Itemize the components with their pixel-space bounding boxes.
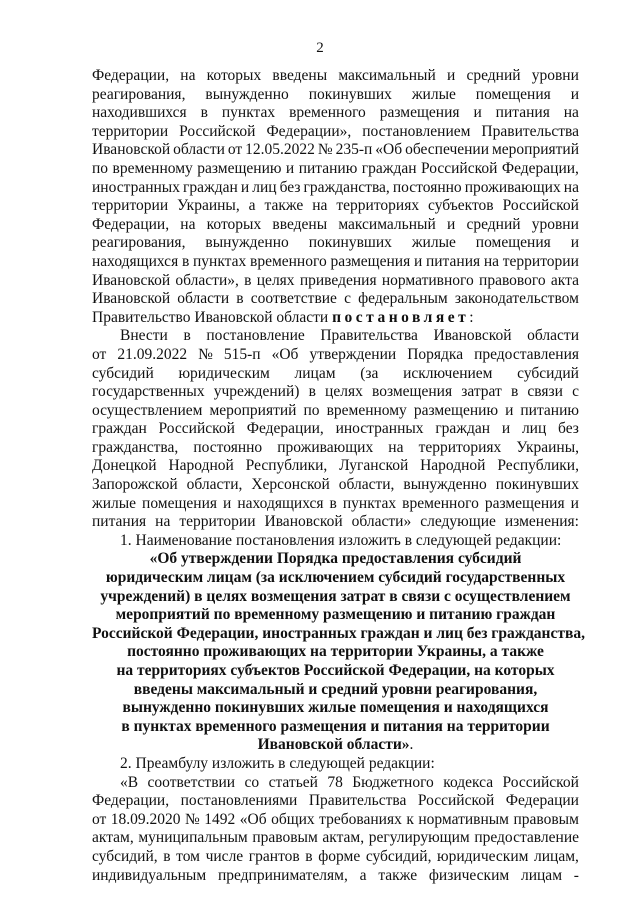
text-line: территории Российской Федерации», постановлением Правительства [92, 122, 579, 140]
bold-title-line: вынужденно покинувших жилые помещения и находящихся [122, 699, 549, 717]
text-line: субсидий юридическим лицам (за исключением субсидий [92, 364, 579, 382]
text-line: Ивановской области от 12.05.2022 № 235-п «Об обеспечении мероприятий [92, 141, 579, 159]
text-line: по временному размещению и питанию граждан Российской Федерации, [92, 159, 579, 177]
text-line: иностранных граждан и лиц без гражданства, постоянно проживающих на [92, 178, 579, 196]
bold-title-line: постоянно проживающих на территории Украины, а также [127, 643, 544, 661]
text-line: субсидий, в том числе грантов в форме субсидий, юридическим лицам, [92, 847, 579, 865]
text-line: реагирования, вынужденно покинувших жилые помещения и [92, 85, 579, 103]
text-line: питания на территории Ивановской области» следующие изменения: [92, 513, 579, 531]
bold-title-line: учреждений) в целях возмещения затрат в связи с осуществлением [100, 587, 571, 605]
text-line: территории Украины, а также на территориях субъектов Российской [92, 197, 579, 215]
text-line: реагирования, вынужденно покинувших жилые помещения и [92, 234, 579, 252]
text-line: осуществлением мероприятий по временному размещению и питанию [92, 401, 579, 419]
decree-keyword: постановляет [332, 308, 470, 326]
text-line: находившихся в пунктах временного размещения и питания на [92, 104, 579, 122]
text-line: Внести в постановление Правительства Ивановской области [120, 327, 579, 345]
text-line: Федерации, постановлениями Правительства Российской Федерации [92, 792, 579, 810]
text-line: государственных учреждений) в целях возмещения затрат в связи с [92, 383, 579, 401]
bold-title-line: Российской Федерации, иностранных граждан и лиц без гражданства, [92, 624, 585, 642]
text-line: «В соответствии со статьей 78 Бюджетного кодекса Российской [120, 773, 579, 791]
bold-title-line: на территориях субъектов Российской Федерации, на которых [116, 662, 555, 679]
bold-title-line: в пунктах временного размещения и питания на территории [121, 717, 550, 735]
text-line: граждан Российской Федерации, иностранных граждан и лиц без [92, 420, 579, 438]
bold-title-line: введены максимальный и средний уровни реагирования, [133, 680, 538, 698]
bold-title-line: Ивановской области». [257, 736, 414, 754]
text-line: Ивановской области в соответствие с федеральным законодательством [92, 290, 579, 308]
text-line: от 21.09.2022 № 515-п «Об утверждении Порядка предоставления [92, 345, 579, 363]
text-line: Донецкой Народной Республики, Луганской Народной Республики, [92, 457, 579, 475]
text-line: Федерации, на которых введены максимальный и средний уровни [92, 67, 579, 84]
text-line: 1. Наименование постановления изложить в следующей редакции: [120, 531, 562, 549]
bold-title-line: юридическим лицам (за исключением субсидий государственных [105, 569, 566, 587]
text-line: от 18.09.2020 № 1492 «Об общих требованиях к нормативным правовым [92, 810, 579, 828]
text-line: индивидуальным предпринимателям, а также физическим лицам - [92, 866, 579, 884]
text-line: гражданства, постоянно проживающих на территориях Украины, [92, 438, 579, 456]
text-line: Правительство Ивановской области постановляет: [92, 308, 474, 326]
text-line: находящихся в пунктах временного размещения и питания на территории [92, 252, 579, 270]
text-line: 2. Преамбулу изложить в следующей редакции: [120, 754, 435, 772]
bold-title-line: мероприятий по временному размещению и питанию граждан [115, 606, 556, 624]
text-line: Федерации, на которых введены максимальный и средний уровни [92, 215, 579, 233]
text-line: жилые помещения и находящихся в пунктах временного размещения и [92, 494, 579, 512]
bold-title-line: «Об утверждении Порядка предоставления субсидий [149, 550, 522, 568]
text-line: Запорожской области, Херсонской области, вынужденно покинувших [92, 476, 579, 494]
page-number: 2 [316, 40, 324, 56]
text-line: Ивановской области», в целях приведения нормативного правового акта [92, 271, 579, 289]
text-line: актам, муниципальным правовым актам, регулирующим предоставление [92, 829, 579, 847]
document-body [92, 67, 585, 885]
